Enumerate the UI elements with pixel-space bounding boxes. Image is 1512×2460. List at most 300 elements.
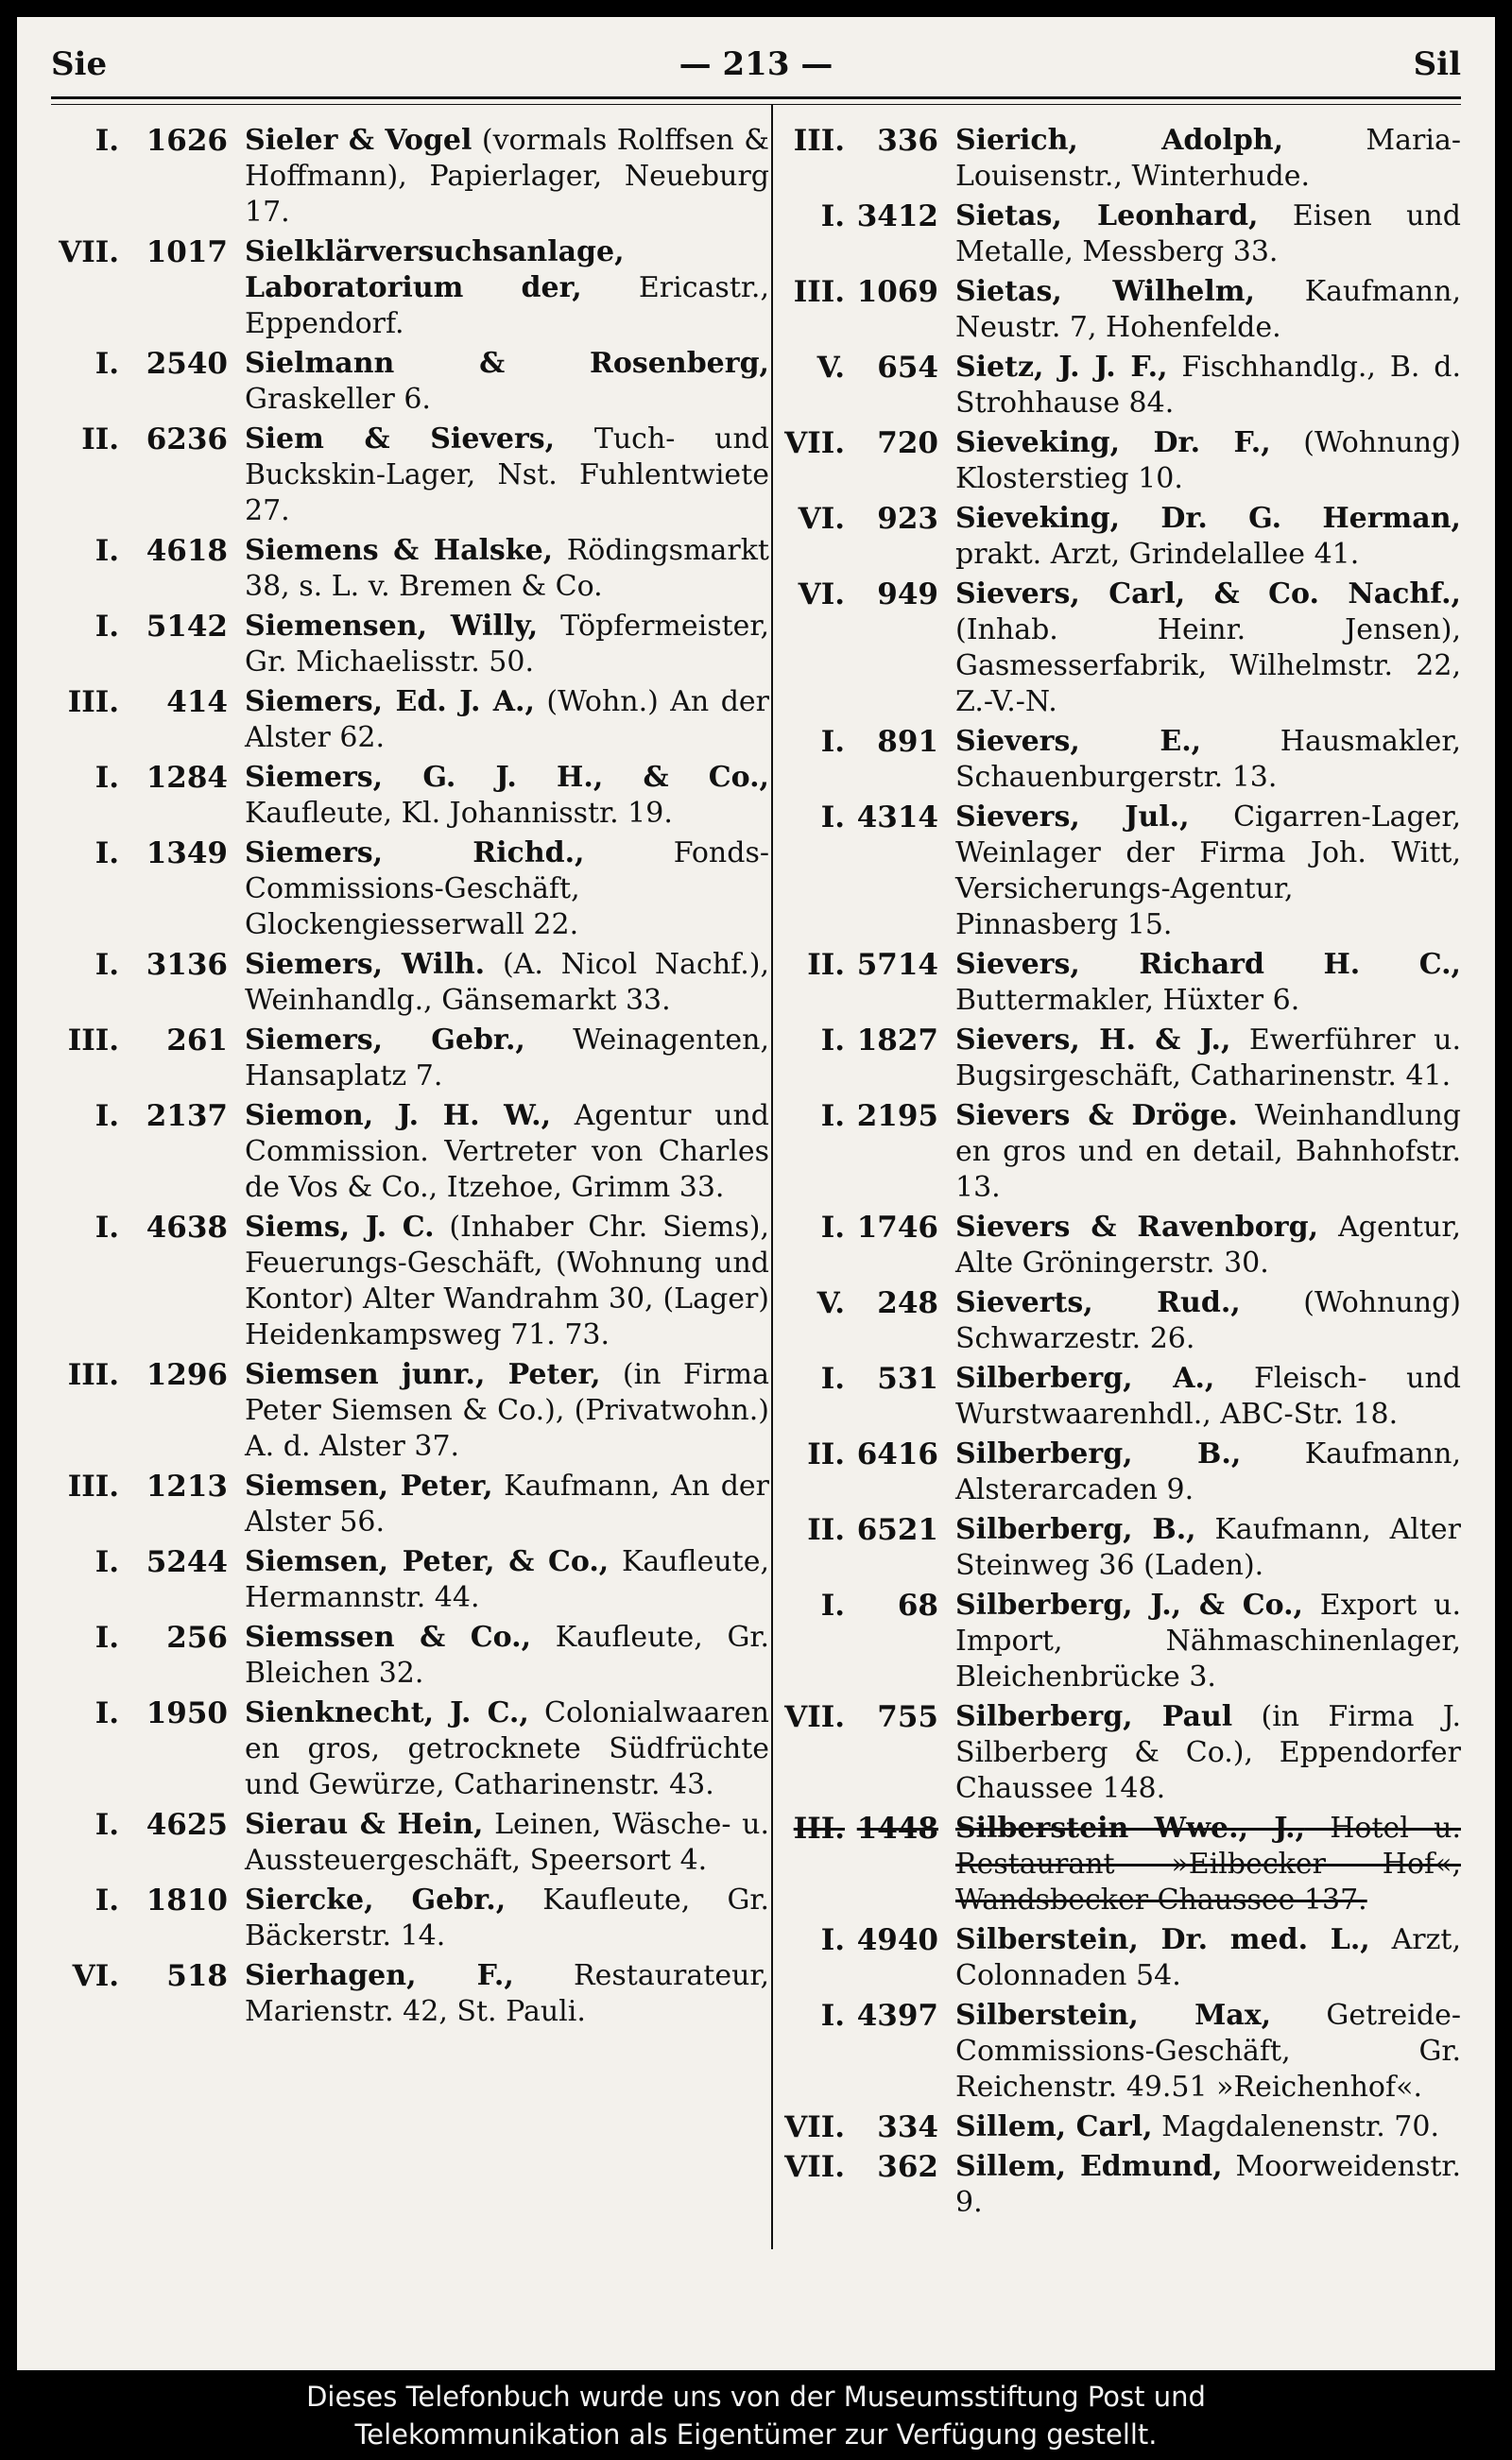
directory-entry	[781, 1285, 1461, 1357]
directory-entry	[51, 609, 769, 680]
entry-number	[781, 1361, 955, 1397]
telephone-number: 5244	[146, 1545, 228, 1579]
exchange-number: VI.	[798, 577, 845, 611]
exchange-number: II.	[807, 1513, 845, 1547]
exchange-number: I.	[94, 1545, 119, 1579]
entry-number	[781, 1588, 955, 1624]
entry-text	[955, 947, 1461, 1019]
exchange-number: I.	[820, 1999, 845, 2033]
entry-text	[245, 1210, 769, 1353]
directory-entry	[781, 1699, 1461, 1807]
directory-entry	[781, 947, 1461, 1019]
exchange-number: III.	[67, 685, 119, 719]
entry-number	[781, 1098, 955, 1134]
subscriber-details: Fleisch- und Wurstwaarenhdl., ABC-Str. 18.	[955, 1362, 1461, 1431]
subscriber-name: Sieverts, Rud.,	[955, 1286, 1241, 1319]
subscriber-details: (A. Nicol Nachf.), Weinhandlg., Gänsemarkt 33.	[245, 948, 769, 1017]
entry-text	[245, 533, 769, 605]
entry-number	[51, 835, 245, 871]
exchange-number: VI.	[798, 502, 845, 536]
entry-number	[51, 1098, 245, 1134]
subscriber-name: Sierich, Adolph,	[955, 124, 1284, 157]
telephone-number: 531	[877, 1362, 938, 1396]
telephone-number: 923	[877, 502, 938, 536]
subscriber-details: Hotel u. Restaurant »Eilbecker Hof«, Wandsbecker Chaussee 137.	[955, 1812, 1461, 1917]
exchange-number: I.	[94, 534, 119, 568]
telephone-number: 1448	[856, 1812, 938, 1846]
exchange-number: I.	[94, 836, 119, 870]
entry-number	[51, 1958, 245, 1994]
exchange-number: I.	[820, 1024, 845, 1058]
exchange-number: I.	[94, 1621, 119, 1655]
telephone-number: 4940	[856, 1923, 938, 1957]
entry-text	[245, 609, 769, 680]
exchange-number: VII.	[784, 2150, 845, 2184]
entry-number	[781, 1023, 955, 1058]
entry-text	[245, 760, 769, 832]
telephone-number: 755	[877, 1700, 938, 1734]
subscriber-name: Siemers, Ed. J. A.,	[245, 685, 535, 718]
subscriber-details: Kaufleute, Kl. Johannisstr. 19.	[245, 797, 673, 830]
subscriber-name: Siemens & Halske,	[245, 534, 554, 567]
entry-text	[955, 1210, 1461, 1282]
subscriber-name: Sievers & Dröge.	[955, 1099, 1238, 1132]
entry-text	[955, 501, 1461, 573]
subscriber-details: Restaurateur, Marienstr. 42, St. Pauli.	[245, 1959, 769, 2028]
subscriber-name: Silberstein, Max,	[955, 1999, 1272, 2032]
telephone-number: 1017	[146, 235, 228, 269]
entry-text	[245, 1695, 769, 1803]
entry-number	[51, 1210, 245, 1246]
subscriber-details: Agentur, Alte Gröningerstr. 30.	[955, 1211, 1461, 1280]
entry-number	[51, 760, 245, 796]
entry-text	[245, 1469, 769, 1540]
page-number: — 213 —	[679, 45, 833, 83]
entry-text	[955, 1098, 1461, 1206]
subscriber-details: Kaufmann, Alsterarcaden 9.	[955, 1437, 1461, 1506]
subscriber-name: Silberstein, Dr. med. L.,	[955, 1923, 1370, 1956]
subscriber-name: Siemsen, Peter,	[245, 1470, 493, 1503]
directory-entry	[51, 1098, 769, 1206]
entry-number	[781, 198, 955, 234]
entry-number	[51, 1695, 245, 1731]
subscriber-details: Buttermakler, Hüxter 6.	[955, 984, 1300, 1017]
subscriber-name: Siemers, Wilh.	[245, 948, 486, 981]
telephone-number: 891	[877, 725, 938, 759]
subscriber-details: Fonds-Commissions-Geschäft, Glockengiesserwall 22.	[245, 836, 769, 941]
directory-entry	[781, 425, 1461, 497]
subscriber-name: Siemers, Richd.,	[245, 836, 585, 869]
directory-entry	[781, 350, 1461, 421]
telephone-number: 4638	[146, 1211, 228, 1245]
telephone-number: 1213	[146, 1470, 228, 1504]
subscriber-name: Sillem, Edmund,	[955, 2150, 1223, 2183]
subscriber-details: Magdalenenstr. 70.	[1152, 2110, 1440, 2143]
subscriber-details: Agentur und Commission. Vertreter von Charles de Vos & Co., Itzehoe, Grimm 33.	[245, 1099, 769, 1204]
exchange-number: I.	[820, 1923, 845, 1957]
directory-entry	[781, 2109, 1461, 2145]
subscriber-details: (Wohn.) An der Alster 62.	[245, 685, 769, 754]
telephone-number: 4625	[146, 1808, 228, 1842]
entry-number	[51, 1469, 245, 1505]
directory-entry	[781, 800, 1461, 943]
entry-text	[955, 1436, 1461, 1508]
subscriber-name: Sierhagen, F.,	[245, 1959, 514, 1992]
exchange-number: I.	[820, 725, 845, 759]
exchange-number: I.	[94, 761, 119, 795]
subscriber-details: Kaufmann, Neustr. 7, Hohenfelde.	[955, 275, 1461, 344]
subscriber-name: Siemssen & Co.,	[245, 1621, 532, 1654]
subscriber-name: Silberberg, Paul	[955, 1700, 1233, 1733]
entry-text	[245, 421, 769, 529]
entry-text	[245, 346, 769, 418]
subscriber-details: Moorweidenstr. 9.	[955, 2150, 1462, 2219]
exchange-number: I.	[820, 199, 845, 233]
telephone-number: 1950	[146, 1696, 228, 1730]
entry-text	[245, 1098, 769, 1206]
subscriber-name: Sieler & Vogel	[245, 124, 472, 157]
entry-text	[955, 1998, 1461, 2106]
directory-entry	[51, 421, 769, 529]
subscriber-name: Siemensen, Willy,	[245, 610, 539, 643]
subscriber-name: Sielklärversuchsanlage, Laboratorium der,	[245, 235, 625, 304]
telephone-number: 3412	[856, 199, 938, 233]
directory-entry	[781, 576, 1461, 720]
telephone-number: 6521	[856, 1513, 938, 1547]
telephone-number: 1626	[146, 124, 228, 158]
subscriber-details: Ericastr., Eppendorf.	[245, 271, 769, 340]
directory-entry	[781, 1922, 1461, 1994]
directory-page	[17, 17, 1495, 2370]
subscriber-details: Arzt, Colonnaden 54.	[955, 1923, 1461, 1992]
telephone-number: 4314	[856, 800, 938, 834]
telephone-number: 6236	[146, 422, 228, 456]
directory-entry	[781, 1588, 1461, 1695]
subscriber-details: Kaufmann, Alter Steinweg 36 (Laden).	[955, 1513, 1462, 1582]
subscriber-details: Kaufmann, An der Alster 56.	[245, 1470, 769, 1539]
entry-number	[51, 1883, 245, 1918]
subscriber-details: Getreide-Commissions-Geschäft, Gr. Reichenstr. 49.51 »Reichenhof«.	[955, 1999, 1461, 2104]
left-column	[51, 123, 769, 2034]
telephone-number: 1746	[856, 1211, 938, 1245]
telephone-number: 414	[166, 685, 228, 719]
exchange-number: III.	[793, 124, 845, 158]
entry-number	[781, 1922, 955, 1958]
directory-entry	[781, 1098, 1461, 1206]
directory-entry	[51, 234, 769, 342]
telephone-number: 336	[877, 124, 938, 158]
subscriber-name: Sievers, Richard H. C.,	[955, 948, 1461, 981]
entry-number	[51, 684, 245, 720]
subscriber-name: Silberberg, B.,	[955, 1513, 1196, 1546]
entry-number	[781, 274, 955, 310]
entry-text	[245, 947, 769, 1019]
telephone-number: 518	[166, 1959, 228, 1993]
directory-entry	[51, 1620, 769, 1692]
entry-text	[245, 123, 769, 231]
telephone-number: 4397	[856, 1999, 938, 2033]
directory-entry	[781, 123, 1461, 195]
directory-entry	[781, 274, 1461, 346]
telephone-number: 68	[897, 1589, 938, 1623]
entry-text	[245, 234, 769, 342]
telephone-number: 1810	[146, 1884, 228, 1918]
subscriber-details: Colonialwaaren en gros, getrocknete Südfrüchte und Gewürze, Catharinenstr. 43.	[245, 1696, 769, 1801]
directory-entry	[51, 123, 769, 231]
entry-text	[955, 1512, 1461, 1584]
entry-number	[51, 123, 245, 159]
exchange-number: VII.	[784, 2110, 845, 2144]
subscriber-details: prakt. Arzt, Grindelallee 41.	[955, 538, 1360, 571]
entry-number	[781, 1285, 955, 1321]
telephone-number: 248	[877, 1286, 938, 1320]
telephone-number: 362	[877, 2150, 938, 2184]
directory-entry	[51, 947, 769, 1019]
right-column	[781, 123, 1461, 2225]
directory-entry	[51, 760, 769, 832]
subscriber-name: Sienknecht, J. C.,	[245, 1696, 529, 1729]
entry-text	[245, 1357, 769, 1465]
subscriber-details: Weinhandlung en gros und en detail, Bahnhofstr. 13.	[955, 1099, 1461, 1204]
subscriber-details: Töpfermeister, Gr. Michaelisstr. 50.	[245, 610, 770, 679]
entry-text	[955, 724, 1461, 796]
directory-entry	[51, 1469, 769, 1540]
header-left-keyword: Sie	[51, 45, 108, 83]
subscriber-name: Sietas, Wilhelm,	[955, 275, 1255, 308]
entry-text	[955, 1811, 1461, 1918]
subscriber-details: (Inhaber Chr. Siems), Feuerungs-Geschäft, (Wohnung und Kontor) Alter Wandrahm 30, (Lager) Heidenkampsweg 71. 73.	[245, 1211, 769, 1351]
exchange-number: I.	[94, 347, 119, 381]
page-header	[51, 38, 1461, 95]
directory-entry	[781, 1811, 1461, 1918]
entry-text	[245, 1883, 769, 1954]
entry-number	[51, 1023, 245, 1058]
entry-text	[955, 576, 1461, 720]
subscriber-name: Siemers, G. J. H., & Co.,	[245, 761, 769, 794]
entry-number	[51, 1544, 245, 1580]
exchange-number: I.	[820, 1099, 845, 1133]
telephone-number: 5142	[146, 610, 228, 644]
entry-number	[51, 1620, 245, 1656]
exchange-number: V.	[816, 1286, 845, 1320]
subscriber-details: Ewerführer u. Bugsirgeschäft, Catharinenstr. 41.	[955, 1024, 1461, 1092]
subscriber-name: Siems, J. C.	[245, 1211, 435, 1244]
entry-text	[245, 1544, 769, 1616]
entry-number	[781, 947, 955, 983]
subscriber-name: Siemsen, Peter, & Co.,	[245, 1545, 610, 1578]
telephone-number: 1296	[146, 1358, 228, 1392]
exchange-number: I.	[94, 610, 119, 644]
header-rule-thin	[51, 104, 1461, 105]
subscriber-name: Siemers, Gebr.,	[245, 1024, 525, 1057]
exchange-number: I.	[94, 948, 119, 982]
subscriber-name: Sielmann & Rosenberg,	[245, 347, 769, 380]
directory-entry	[51, 1695, 769, 1803]
footer-line-2: Telekommunikation als Eigentümer zur Verfügung gestellt.	[354, 2418, 1158, 2451]
directory-entry	[51, 1807, 769, 1879]
exchange-number: III.	[67, 1470, 119, 1504]
directory-entry	[51, 835, 769, 943]
subscriber-details: Rödingsmarkt 38, s. L. v. Bremen & Co.	[245, 534, 769, 603]
exchange-number: VII.	[784, 1700, 845, 1734]
directory-entry	[781, 2149, 1461, 2221]
entry-text	[955, 800, 1461, 943]
entry-text	[955, 1922, 1461, 1994]
entry-number	[51, 346, 245, 382]
exchange-number: I.	[94, 1808, 119, 1842]
telephone-number: 5714	[856, 948, 938, 982]
entry-number	[781, 425, 955, 461]
exchange-number: II.	[807, 948, 845, 982]
telephone-number: 256	[166, 1621, 228, 1655]
entry-number	[51, 533, 245, 569]
subscriber-name: Silberberg, B.,	[955, 1437, 1242, 1471]
subscriber-details: Cigarren-Lager, Weinlager der Firma Joh. Witt, Versicherungs-Agentur, Pinnasberg 15.	[955, 800, 1461, 941]
subscriber-name: Sievers, E.,	[955, 725, 1202, 758]
entry-text	[955, 198, 1461, 270]
entry-text	[955, 274, 1461, 346]
entry-text	[245, 684, 769, 756]
entry-number	[51, 1807, 245, 1843]
exchange-number: III.	[793, 275, 845, 309]
directory-entry	[781, 198, 1461, 270]
exchange-number: III.	[793, 1812, 845, 1846]
entry-text	[955, 1023, 1461, 1094]
subscriber-details: Tuch- und Buckskin-Lager, Nst. Fuhlentwiete 27.	[245, 422, 769, 527]
entry-text	[955, 1361, 1461, 1433]
subscriber-name: Siem & Sievers,	[245, 422, 556, 456]
subscriber-name: Silberberg, A.,	[955, 1362, 1215, 1395]
subscriber-details: Fischhandlg., B. d. Strohhause 84.	[955, 351, 1462, 420]
exchange-number: I.	[820, 1211, 845, 1245]
directory-entry	[781, 501, 1461, 573]
directory-entry	[51, 684, 769, 756]
entry-number	[781, 1699, 955, 1735]
subscriber-details: Graskeller 6.	[245, 383, 431, 416]
subscriber-name: Sieveking, Dr. G. Herman,	[955, 502, 1461, 535]
column-divider	[771, 104, 773, 2249]
subscriber-name: Sievers, Jul.,	[955, 800, 1190, 834]
exchange-number: II.	[807, 1437, 845, 1471]
subscriber-name: Sievers, H. & J.,	[955, 1024, 1231, 1057]
entry-number	[51, 1357, 245, 1393]
entry-number	[781, 800, 955, 835]
telephone-number: 2195	[856, 1099, 938, 1133]
subscriber-name: Sievers & Ravenborg,	[955, 1211, 1319, 1244]
entry-number	[781, 501, 955, 537]
exchange-number: I.	[94, 1211, 119, 1245]
entry-text	[955, 1699, 1461, 1807]
directory-entry	[781, 1998, 1461, 2106]
telephone-number: 654	[877, 351, 938, 385]
exchange-number: I.	[94, 124, 119, 158]
subscriber-name: Silberberg, J., & Co.,	[955, 1589, 1303, 1622]
subscriber-details: (in Firma Peter Siemsen & Co.), (Privatwohn.) A. d. Alster 37.	[245, 1358, 769, 1463]
header-right-keyword: Sil	[1413, 45, 1461, 83]
subscriber-details: (Inhab. Heinr. Jensen), Gasmesserfabrik, Wilhelmstr. 22, Z.-V.-N.	[955, 613, 1461, 718]
subscriber-details: (in Firma J. Silberberg & Co.), Eppendorfer Chaussee 148.	[955, 1700, 1462, 1805]
directory-entry	[51, 1357, 769, 1465]
exchange-number: I.	[820, 1589, 845, 1623]
subscriber-name: Sieveking, Dr. F.,	[955, 426, 1271, 459]
exchange-number: I.	[94, 1696, 119, 1730]
entry-text	[245, 1807, 769, 1879]
exchange-number: I.	[820, 800, 845, 834]
entry-number	[51, 421, 245, 457]
telephone-number: 1284	[146, 761, 228, 795]
directory-entry	[781, 724, 1461, 796]
subscriber-name: Sietz, J. J. F.,	[955, 351, 1168, 384]
entry-number	[781, 724, 955, 760]
entry-text	[245, 1023, 769, 1094]
directory-entry	[51, 1544, 769, 1616]
subscriber-details: Leinen, Wäsche- u. Aussteuergeschäft, Speersort 4.	[245, 1808, 769, 1877]
directory-entry	[51, 1958, 769, 2030]
entry-text	[955, 123, 1461, 195]
exchange-number: VI.	[72, 1959, 119, 1993]
telephone-number: 6416	[856, 1437, 938, 1471]
subscriber-details: Hausmakler, Schauenburgerstr. 13.	[955, 725, 1461, 794]
subscriber-details: Weinagenten, Hansaplatz 7.	[245, 1024, 769, 1092]
entry-number	[51, 609, 245, 645]
telephone-number: 2137	[146, 1099, 228, 1133]
telephone-number: 1069	[856, 275, 938, 309]
directory-entry	[781, 1210, 1461, 1282]
entry-number	[51, 947, 245, 983]
exchange-number: III.	[67, 1024, 119, 1058]
subscriber-name: Siercke, Gebr.,	[245, 1884, 507, 1917]
telephone-number: 720	[877, 426, 938, 460]
subscriber-name: Sillem, Carl,	[955, 2110, 1153, 2143]
subscriber-details: (vormals Rolffsen & Hoffmann), Papierlager, Neueburg 17.	[245, 124, 770, 229]
subscriber-details: Export u. Import, Nähmaschinenlager, Bleichenbrücke 3.	[955, 1589, 1461, 1694]
directory-entry	[781, 1361, 1461, 1433]
exchange-number: III.	[67, 1358, 119, 1392]
directory-entry	[781, 1512, 1461, 1584]
subscriber-details: (Wohnung) Schwarzestr. 26.	[955, 1286, 1462, 1355]
entry-text	[955, 2109, 1461, 2145]
entry-text	[955, 1588, 1461, 1695]
exchange-number: II.	[81, 422, 119, 456]
exchange-number: VII.	[59, 235, 119, 269]
directory-entry	[51, 346, 769, 418]
telephone-number: 1349	[146, 836, 228, 870]
subscriber-details: Maria-Louisenstr., Winterhude.	[955, 124, 1461, 193]
subscriber-details: Kaufleute, Gr. Bäckerstr. 14.	[245, 1884, 770, 1953]
telephone-number: 1827	[856, 1024, 938, 1058]
entry-text	[245, 1958, 769, 2030]
entry-number	[781, 1436, 955, 1472]
entry-number	[781, 1998, 955, 2034]
directory-entry	[51, 533, 769, 605]
telephone-number: 3136	[146, 948, 228, 982]
directory-entry	[51, 1883, 769, 1954]
telephone-number: 334	[877, 2110, 938, 2144]
entry-number	[51, 234, 245, 270]
directory-entry	[781, 1436, 1461, 1508]
subscriber-name: Sierau & Hein,	[245, 1808, 484, 1841]
header-rule-thick	[51, 96, 1461, 99]
directory-entry	[781, 1023, 1461, 1094]
subscriber-name: Sietas, Leonhard,	[955, 199, 1259, 232]
entry-text	[955, 2149, 1461, 2221]
entry-number	[781, 1811, 955, 1847]
footer-line-1: Dieses Telefonbuch wurde uns von der Museumsstiftung Post und	[306, 2381, 1206, 2413]
subscriber-details: Kaufleute, Hermannstr. 44.	[245, 1545, 769, 1614]
entry-number	[781, 2109, 955, 2145]
subscriber-name: Silberstein Wwe., J.,	[955, 1812, 1305, 1845]
exchange-number: I.	[94, 1884, 119, 1918]
